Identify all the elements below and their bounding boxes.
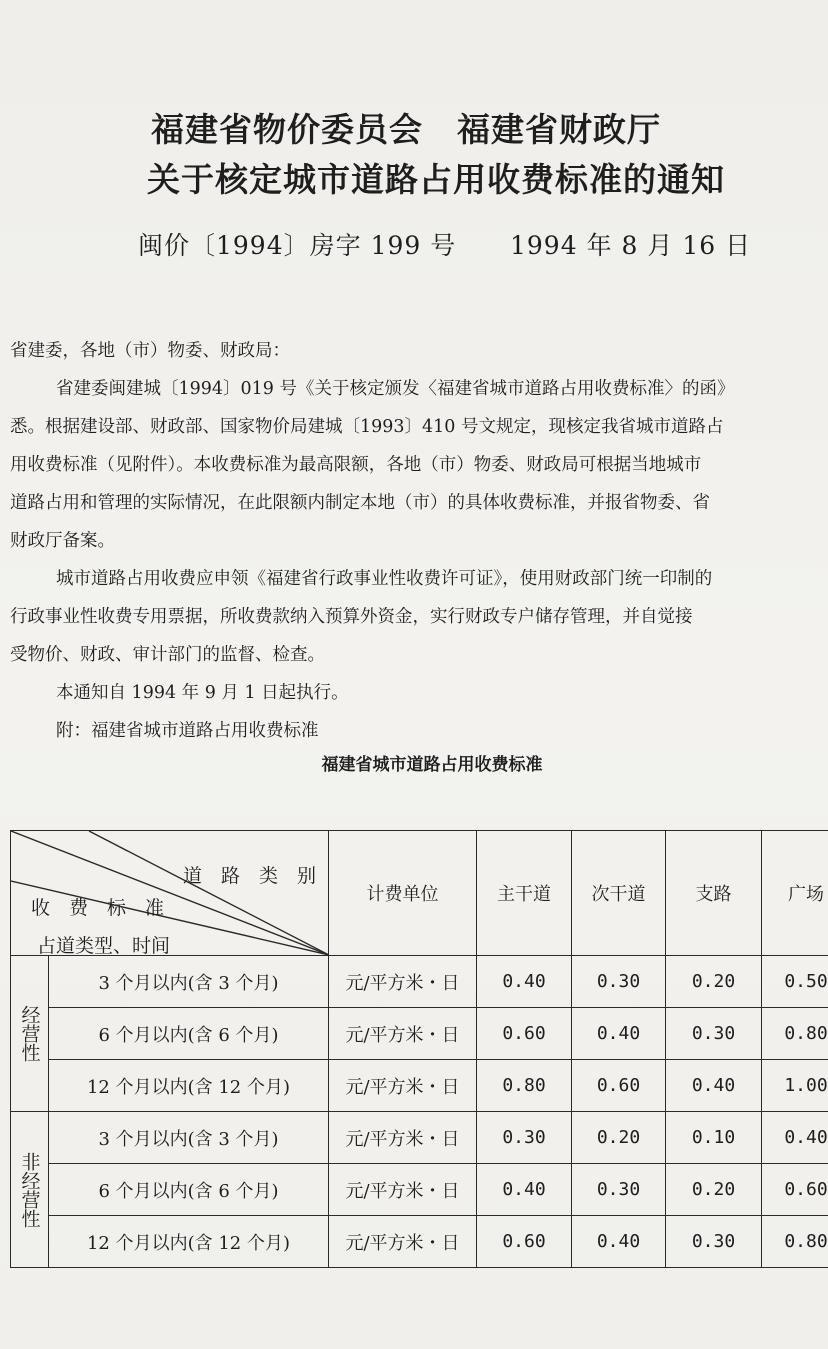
body-line: 行政事业性收费专用票据，所收费款纳入预算外资金，实行财政专户储存管理，并自觉接: [10, 607, 693, 627]
table-row: [11, 1164, 828, 1216]
group-label: 非经营性: [18, 1151, 41, 1228]
value-cell: 0.60: [572, 1060, 666, 1112]
value-cell: 1.00: [762, 1060, 828, 1112]
period-cell: 12 个月以内(含 12 个月): [49, 1216, 329, 1268]
unit-cell: 元/平方米・日: [329, 1008, 477, 1060]
unit-cell: 元/平方米・日: [329, 956, 477, 1008]
notice-title-line-1: 福建省物价委员会 福建省财政厅: [151, 110, 661, 149]
value-cell: 0.50: [762, 956, 828, 1008]
body-line: 省建委闽建城〔1994〕019 号《关于核定颁发〈福建省城市道路占用收费标准〉的函》: [56, 379, 735, 399]
corner-label-road-type: 道 路 类 别: [183, 865, 317, 887]
body-line: 悉。根据建设部、财政部、国家物价局建城〔1993〕410 号文规定，现核定我省城市道路占: [10, 417, 724, 437]
period-cell: 3 个月以内(含 3 个月): [49, 956, 329, 1008]
fee-standard-table: [10, 830, 828, 1268]
unit-cell: 元/平方米・日: [329, 1112, 477, 1164]
value-cell: 0.40: [477, 956, 572, 1008]
body-line: 受物价、财政、审计部门的监督、检查。: [10, 645, 325, 665]
column-header-branch-road: 支路: [666, 831, 762, 956]
value-cell: 0.60: [477, 1216, 572, 1268]
value-cell: 0.10: [666, 1112, 762, 1164]
value-cell: 0.80: [762, 1008, 828, 1060]
corner-label-fee-standard: 收 费 标 准: [31, 897, 165, 919]
period-cell: 12 个月以内(含 12 个月): [49, 1060, 329, 1112]
table-row: [11, 1008, 828, 1060]
column-header-main-road: 主干道: [477, 831, 572, 956]
body-line: 财政厅备案。: [10, 531, 115, 551]
column-header-unit: 计费单位: [329, 831, 477, 956]
period-cell: 3 个月以内(含 3 个月): [49, 1112, 329, 1164]
value-cell: 0.40: [477, 1164, 572, 1216]
column-header-secondary-road: 次干道: [572, 831, 666, 956]
diagonal-header-cell: [11, 831, 329, 956]
table-row: [11, 1216, 828, 1268]
value-cell: 0.60: [477, 1008, 572, 1060]
notice-title-line-2: 关于核定城市道路占用收费标准的通知: [147, 160, 725, 199]
value-cell: 0.30: [572, 1164, 666, 1216]
value-cell: 0.60: [762, 1164, 828, 1216]
table-title: 福建省城市道路占用收费标准: [321, 755, 543, 775]
body-line: 城市道路占用收费应申领《福建省行政事业性收费许可证》，使用财政部门统一印制的: [56, 569, 713, 589]
table-row: [11, 1060, 828, 1112]
value-cell: 0.40: [762, 1112, 828, 1164]
notice-body: [10, 332, 828, 750]
document-number: 闽价〔1994〕房字 199 号: [138, 231, 457, 260]
value-cell: 0.30: [572, 956, 666, 1008]
value-cell: 0.40: [572, 1008, 666, 1060]
document-date: 1994 年 8 月 16 日: [510, 231, 752, 260]
corner-label-occupancy: 占道类型、时间: [37, 935, 171, 956]
value-cell: 0.20: [666, 1164, 762, 1216]
attachment-line: 附：福建省城市道路占用收费标准: [56, 721, 319, 741]
unit-cell: 元/平方米・日: [329, 1060, 477, 1112]
body-line: 用收费标准（见附件）。本收费标准为最高限额，各地（市）物委、财政局可根据当地城市: [10, 455, 702, 475]
value-cell: 0.40: [666, 1060, 762, 1112]
unit-cell: 元/平方米・日: [329, 1164, 477, 1216]
table-header-row: [11, 831, 828, 956]
value-cell: 0.40: [572, 1216, 666, 1268]
table-row: [11, 956, 828, 1008]
group-label: 经营性: [18, 1005, 41, 1062]
period-cell: 6 个月以内(含 6 个月): [49, 1164, 329, 1216]
column-header-square: 广场: [762, 831, 828, 956]
value-cell: 0.30: [666, 1216, 762, 1268]
group-label-cell: [11, 956, 49, 1112]
value-cell: 0.30: [666, 1008, 762, 1060]
value-cell: 0.30: [477, 1112, 572, 1164]
table-row: [11, 1112, 828, 1164]
value-cell: 0.20: [572, 1112, 666, 1164]
value-cell: 0.80: [762, 1216, 828, 1268]
value-cell: 0.20: [666, 956, 762, 1008]
group-label-cell: [11, 1112, 49, 1268]
body-line: 道路占用和管理的实际情况，在此限额内制定本地（市）的具体收费标准，并报省物委、省: [10, 493, 710, 513]
salutation: 省建委，各地（市）物委、财政局：: [10, 341, 290, 361]
value-cell: 0.80: [477, 1060, 572, 1112]
period-cell: 6 个月以内(含 6 个月): [49, 1008, 329, 1060]
effective-date-line: 本通知自 1994 年 9 月 1 日起执行。: [56, 683, 349, 703]
unit-cell: 元/平方米・日: [329, 1216, 477, 1268]
